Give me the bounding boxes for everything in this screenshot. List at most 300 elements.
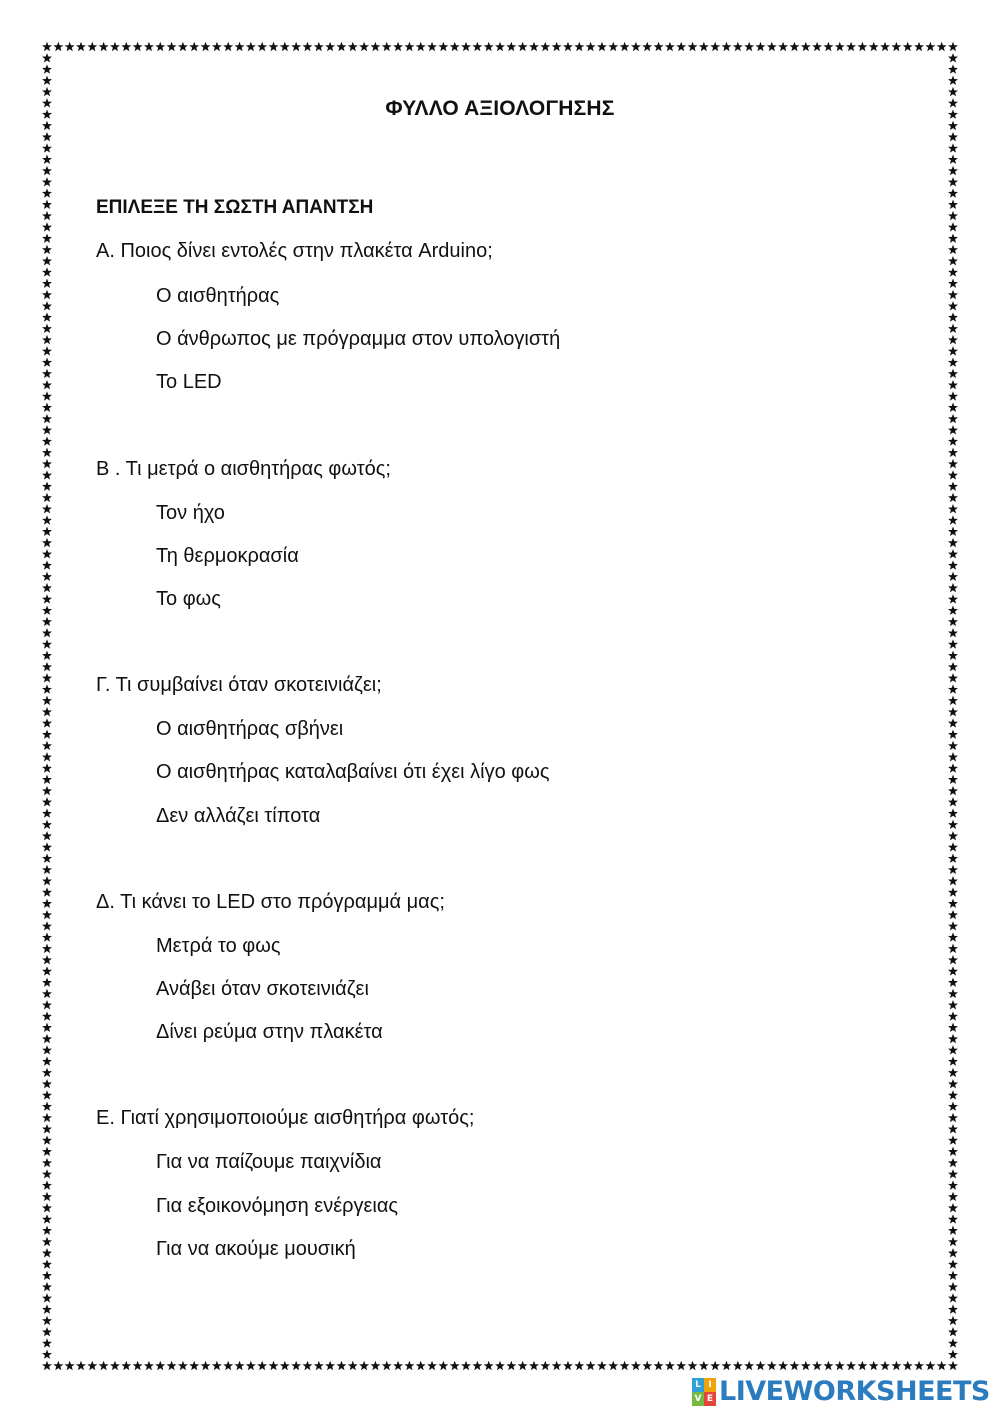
star-icon — [42, 436, 52, 445]
star-icon — [99, 42, 109, 51]
star-icon — [42, 605, 52, 614]
star-icon — [948, 1271, 958, 1280]
option-b-1[interactable]: Τον ήχο — [156, 502, 225, 524]
star-icon — [801, 42, 811, 51]
star-icon — [948, 910, 958, 919]
option-b-3[interactable]: Το φως — [156, 588, 221, 610]
star-icon — [948, 459, 958, 468]
star-icon — [303, 1361, 313, 1370]
star-icon — [42, 1282, 52, 1291]
star-icon — [42, 143, 52, 152]
star-icon — [348, 1361, 358, 1370]
star-icon — [948, 572, 958, 581]
star-icon — [42, 1090, 52, 1099]
page-title: ΦΥΛΛΟ ΑΞΙΟΛΟΓΗΣΗΣ — [385, 97, 615, 120]
star-icon — [325, 42, 335, 51]
star-icon — [42, 1361, 52, 1370]
star-icon — [880, 42, 890, 51]
star-icon — [665, 42, 675, 51]
star-icon — [223, 1361, 233, 1370]
star-icon — [948, 132, 958, 141]
star-icon — [948, 121, 958, 130]
star-icon — [42, 639, 52, 648]
star-icon — [461, 42, 471, 51]
star-icon — [948, 763, 958, 772]
star-icon — [914, 42, 924, 51]
star-icon — [948, 1079, 958, 1088]
star-icon — [42, 301, 52, 310]
star-icon — [756, 42, 766, 51]
star-icon — [42, 853, 52, 862]
star-icon — [948, 1169, 958, 1178]
option-c-1[interactable]: Ο αισθητήρας σβήνει — [156, 718, 344, 740]
star-icon — [948, 493, 958, 502]
star-icon — [948, 1316, 958, 1325]
star-icon — [574, 42, 584, 51]
star-icon — [42, 583, 52, 592]
star-icon — [948, 1248, 958, 1257]
star-icon — [948, 1000, 958, 1009]
star-icon — [42, 966, 52, 975]
star-icon — [42, 448, 52, 457]
star-icon — [472, 42, 482, 51]
star-icon — [506, 42, 516, 51]
liveworksheets-logo — [692, 1376, 990, 1408]
star-icon — [948, 673, 958, 682]
option-e-1[interactable]: Για να παίζουμε παιχνίδια — [156, 1151, 382, 1173]
star-icon — [133, 1361, 143, 1370]
star-icon — [382, 42, 392, 51]
star-icon — [937, 1361, 947, 1370]
star-icon — [948, 944, 958, 953]
question-c: Γ. Τι συμβαίνει όταν σκοτεινιάζει; — [96, 674, 382, 696]
star-icon — [948, 1135, 958, 1144]
star-icon — [857, 1361, 867, 1370]
star-icon — [948, 707, 958, 716]
star-icon — [518, 1361, 528, 1370]
live-badge-icon — [692, 1378, 716, 1406]
star-icon — [586, 42, 596, 51]
star-icon — [948, 312, 958, 321]
star-icon — [948, 527, 958, 536]
star-icon — [416, 1361, 426, 1370]
star-icon — [790, 42, 800, 51]
star-icon — [948, 1068, 958, 1077]
star-icon — [518, 42, 528, 51]
star-icon — [42, 763, 52, 772]
star-icon — [948, 76, 958, 85]
star-icon — [438, 42, 448, 51]
star-icon — [948, 1147, 958, 1156]
star-icon — [42, 662, 52, 671]
star-icon — [42, 1214, 52, 1223]
star-icon — [790, 1361, 800, 1370]
star-icon — [87, 42, 97, 51]
star-icon — [42, 267, 52, 276]
star-icon — [948, 391, 958, 400]
star-icon — [948, 1034, 958, 1043]
star-icon — [937, 42, 947, 51]
star-icon — [257, 1361, 267, 1370]
star-icon — [948, 752, 958, 761]
star-icon — [269, 42, 279, 51]
star-icon — [948, 808, 958, 817]
star-icon — [948, 301, 958, 310]
star-icon — [42, 504, 52, 513]
star-icon — [642, 1361, 652, 1370]
star-icon — [42, 842, 52, 851]
star-icon — [65, 42, 75, 51]
star-icon — [948, 380, 958, 389]
star-icon — [506, 1361, 516, 1370]
star-icon — [948, 820, 958, 829]
star-icon — [404, 1361, 414, 1370]
star-icon — [76, 1361, 86, 1370]
star-icon — [948, 64, 958, 73]
star-icon — [450, 42, 460, 51]
star-icon — [948, 403, 958, 412]
star-icon — [42, 797, 52, 806]
star-icon — [948, 1338, 958, 1347]
star-icon — [42, 64, 52, 73]
star-icon — [823, 1361, 833, 1370]
star-icon — [529, 42, 539, 51]
star-icon — [654, 42, 664, 51]
star-icon — [65, 1361, 75, 1370]
star-icon — [404, 42, 414, 51]
star-icon — [155, 42, 165, 51]
star-icon — [948, 1023, 958, 1032]
star-icon — [835, 1361, 845, 1370]
star-icon — [42, 391, 52, 400]
star-icon — [178, 42, 188, 51]
star-icon — [42, 989, 52, 998]
star-icon — [484, 42, 494, 51]
star-icon — [42, 459, 52, 468]
star-icon — [948, 346, 958, 355]
star-icon — [42, 1259, 52, 1268]
star-icon — [880, 1361, 890, 1370]
star-icon — [563, 1361, 573, 1370]
star-icon — [257, 42, 267, 51]
star-icon — [42, 1169, 52, 1178]
star-icon — [416, 42, 426, 51]
star-icon — [948, 639, 958, 648]
star-icon — [608, 42, 618, 51]
star-icon — [948, 775, 958, 784]
star-icon — [733, 42, 743, 51]
star-icon — [42, 696, 52, 705]
option-d-2[interactable]: Ανάβει όταν σκοτεινιάζει — [156, 978, 369, 1000]
star-icon — [42, 684, 52, 693]
star-icon — [778, 1361, 788, 1370]
star-icon — [948, 865, 958, 874]
star-icon — [948, 357, 958, 366]
star-icon — [99, 1361, 109, 1370]
star-icon — [42, 1226, 52, 1235]
star-icon — [948, 1327, 958, 1336]
star-icon — [948, 279, 958, 288]
star-icon — [823, 42, 833, 51]
star-icon — [269, 1361, 279, 1370]
star-icon — [314, 1361, 324, 1370]
star-icon — [42, 1113, 52, 1122]
star-icon — [110, 42, 120, 51]
star-icon — [948, 335, 958, 344]
star-icon — [42, 200, 52, 209]
star-icon — [370, 42, 380, 51]
star-icon — [121, 1361, 131, 1370]
instruction-heading: ΕΠΙΛΕΞΕ ΤΗ ΣΩΣΤΗ ΑΠΑΝΤΣΗ — [96, 197, 374, 218]
star-icon — [948, 245, 958, 254]
star-icon — [948, 1259, 958, 1268]
star-icon — [201, 42, 211, 51]
star-icon — [42, 324, 52, 333]
star-icon — [42, 1023, 52, 1032]
star-icon — [948, 684, 958, 693]
star-icon — [710, 42, 720, 51]
option-e-2[interactable]: Για εξοικονόμηση ενέργειας — [156, 1195, 399, 1217]
star-icon — [337, 1361, 347, 1370]
star-icon — [42, 1147, 52, 1156]
star-icon — [948, 1293, 958, 1302]
star-icon — [722, 1361, 732, 1370]
option-a-3[interactable]: Το LED — [156, 371, 222, 393]
star-icon — [948, 989, 958, 998]
star-icon — [42, 1192, 52, 1201]
star-icon — [948, 921, 958, 930]
star-icon — [42, 1293, 52, 1302]
star-icon — [42, 481, 52, 490]
star-icon — [948, 1282, 958, 1291]
star-icon — [42, 978, 52, 987]
star-icon — [948, 594, 958, 603]
star-icon — [42, 1271, 52, 1280]
star-icon — [42, 380, 52, 389]
star-icon — [42, 1011, 52, 1020]
logo-wordmark: LIVEWORKSHEETS — [719, 1376, 990, 1407]
star-icon — [325, 1361, 335, 1370]
question-d: Δ. Τι κάνει το LED στο πρόγραμμά μας; — [96, 891, 445, 913]
star-icon — [280, 42, 290, 51]
star-icon — [42, 233, 52, 242]
star-icon — [246, 42, 256, 51]
star-icon — [42, 899, 52, 908]
star-icon — [42, 527, 52, 536]
star-icon — [167, 42, 177, 51]
star-icon — [42, 222, 52, 231]
star-icon — [42, 628, 52, 637]
star-icon — [144, 42, 154, 51]
star-icon — [121, 42, 131, 51]
star-icon — [948, 87, 958, 96]
star-icon — [178, 1361, 188, 1370]
star-icon — [540, 1361, 550, 1370]
star-icon — [948, 233, 958, 242]
option-d-1[interactable]: Μετρά το φως — [156, 935, 281, 957]
star-icon — [529, 1361, 539, 1370]
star-icon — [42, 279, 52, 288]
star-icon — [42, 132, 52, 141]
question-b: Β . Τι μετρά ο αισθητήρας φωτός; — [96, 458, 391, 480]
star-icon — [642, 42, 652, 51]
star-icon — [948, 955, 958, 964]
star-icon — [42, 1045, 52, 1054]
star-icon — [710, 1361, 720, 1370]
star-icon — [948, 425, 958, 434]
star-icon — [948, 1090, 958, 1099]
star-icon — [846, 42, 856, 51]
star-icon — [382, 1361, 392, 1370]
star-icon — [189, 1361, 199, 1370]
star-icon — [155, 1361, 165, 1370]
star-icon — [472, 1361, 482, 1370]
star-icon — [891, 1361, 901, 1370]
star-icon — [948, 155, 958, 164]
star-icon — [948, 853, 958, 862]
star-icon — [42, 718, 52, 727]
badge-letter: V — [692, 1392, 704, 1406]
star-icon — [948, 448, 958, 457]
star-icon — [948, 290, 958, 299]
star-icon — [42, 865, 52, 874]
star-icon — [42, 752, 52, 761]
star-icon — [42, 673, 52, 682]
star-icon — [42, 1327, 52, 1336]
star-icon — [597, 1361, 607, 1370]
star-icon — [189, 42, 199, 51]
star-icon — [948, 978, 958, 987]
star-icon — [608, 1361, 618, 1370]
star-icon — [948, 436, 958, 445]
star-icon — [42, 1034, 52, 1043]
star-icon — [291, 1361, 301, 1370]
star-icon — [948, 1304, 958, 1313]
star-icon — [280, 1361, 290, 1370]
option-c-3[interactable]: Δεν αλλάζει τίποτα — [156, 805, 321, 827]
star-icon — [42, 572, 52, 581]
star-icon — [42, 335, 52, 344]
star-icon — [948, 267, 958, 276]
star-icon — [42, 910, 52, 919]
star-icon — [948, 211, 958, 220]
star-icon — [42, 729, 52, 738]
star-icon — [948, 741, 958, 750]
question-e: Ε. Γιατί χρησιμοποιούμε αισθητήρα φωτός; — [96, 1107, 475, 1129]
option-c-2[interactable]: Ο αισθητήρας καταλαβαίνει ότι έχει λίγο φως — [156, 761, 550, 783]
star-icon — [42, 414, 52, 423]
star-icon — [948, 42, 958, 51]
star-icon — [42, 515, 52, 524]
star-icon — [42, 617, 52, 626]
star-icon — [348, 42, 358, 51]
star-icon — [948, 481, 958, 490]
star-icon — [53, 42, 63, 51]
star-icon — [42, 808, 52, 817]
star-icon — [144, 1361, 154, 1370]
star-icon — [201, 1361, 211, 1370]
option-a-1[interactable]: Ο αισθητήρας — [156, 285, 280, 307]
star-icon — [42, 944, 52, 953]
star-icon — [948, 1056, 958, 1065]
badge-letter: I — [704, 1378, 716, 1392]
star-icon — [948, 1011, 958, 1020]
star-icon — [42, 786, 52, 795]
star-icon — [42, 290, 52, 299]
star-icon — [42, 1000, 52, 1009]
star-icon — [393, 1361, 403, 1370]
star-icon — [42, 1102, 52, 1111]
option-b-2[interactable]: Τη θερμοκρασία — [156, 545, 299, 567]
star-icon — [42, 87, 52, 96]
star-icon — [42, 403, 52, 412]
option-a-2[interactable]: Ο άνθρωπος με πρόγραμμα στον υπολογιστή — [156, 328, 561, 350]
star-icon — [767, 1361, 777, 1370]
star-icon — [42, 53, 52, 62]
star-icon — [42, 560, 52, 569]
star-icon — [948, 256, 958, 265]
star-icon — [42, 42, 52, 51]
star-icon — [948, 538, 958, 547]
star-icon — [42, 76, 52, 85]
star-icon — [42, 1316, 52, 1325]
question-a: Α. Ποιος δίνει εντολές στην πλακέτα Arduino; — [96, 240, 493, 262]
star-icon — [314, 42, 324, 51]
star-icon — [42, 1079, 52, 1088]
star-icon — [869, 42, 879, 51]
star-icon — [42, 177, 52, 186]
star-icon — [948, 831, 958, 840]
star-icon — [42, 1338, 52, 1347]
star-icon — [42, 312, 52, 321]
star-icon — [42, 166, 52, 175]
star-icon — [212, 1361, 222, 1370]
star-icon — [914, 1361, 924, 1370]
star-icon — [948, 1203, 958, 1212]
star-icon — [903, 42, 913, 51]
star-icon — [948, 696, 958, 705]
star-icon — [903, 1361, 913, 1370]
star-icon — [948, 53, 958, 62]
star-icon — [212, 42, 222, 51]
star-icon — [948, 887, 958, 896]
star-icon — [495, 42, 505, 51]
star-icon — [948, 414, 958, 423]
star-icon — [835, 42, 845, 51]
star-icon — [42, 425, 52, 434]
star-icon — [744, 1361, 754, 1370]
star-icon — [76, 42, 86, 51]
star-icon — [42, 594, 52, 603]
option-d-3[interactable]: Δίνει ρεύμα στην πλακέτα — [156, 1021, 383, 1043]
star-icon — [235, 42, 245, 51]
star-icon — [42, 775, 52, 784]
star-icon — [42, 820, 52, 829]
star-icon — [42, 1056, 52, 1065]
star-icon — [87, 1361, 97, 1370]
star-icon — [948, 583, 958, 592]
star-icon — [42, 155, 52, 164]
star-icon — [42, 256, 52, 265]
star-icon — [42, 707, 52, 716]
star-icon — [767, 42, 777, 51]
star-icon — [676, 1361, 686, 1370]
star-icon — [948, 188, 958, 197]
option-e-3[interactable]: Για να ακούμε μουσική — [156, 1238, 356, 1260]
star-icon — [631, 42, 641, 51]
star-icon — [393, 42, 403, 51]
star-icon — [948, 1214, 958, 1223]
